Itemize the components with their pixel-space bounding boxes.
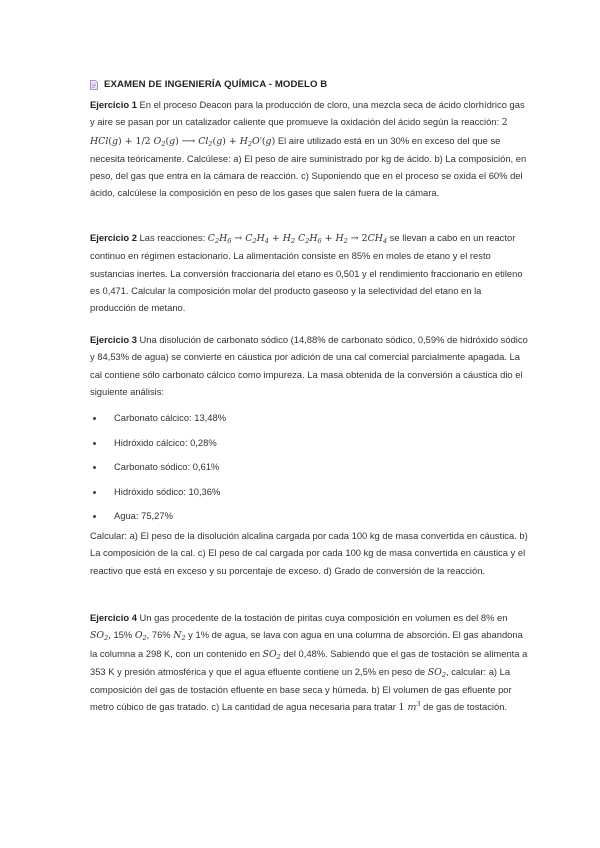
reaction-deacon-equation: 2 HCl(g) + 1/2 $O_2(g)$ ⟶ $Cl_2(g) + H_2O'(g)$ xyxy=(90,117,508,148)
document-icon xyxy=(90,80,98,90)
list-item: Agua: 75,27% xyxy=(90,504,528,529)
formula-so2: $SO_2$ xyxy=(262,648,281,661)
formula-so2: $SO_2$ xyxy=(427,666,446,679)
formula-so2: $SO_2$ xyxy=(90,630,109,643)
exercise-1-label: Ejercicio 1 xyxy=(90,99,137,110)
exercise-4 xyxy=(90,609,528,717)
exercise-3-question: Calcular: a) El peso de la disolución alcalina cargada por cada 100 kg de masa convertida en cáustica. b) La composición de la cal. c) El peso de cal cargada por cada 100 kg de masa convertida en cáustica y el reactivo que está en exceso y su porcentaje de exceso. d) Grado de conversión de la reacción. xyxy=(90,530,528,576)
formula-o2: $O_2$ xyxy=(134,630,147,643)
exercise-4-label: Ejercicio 4 xyxy=(90,612,137,623)
exercise-3 xyxy=(90,331,528,400)
list-item: Carbonato cálcico: 13,48% xyxy=(90,406,528,431)
exercise-2-text-b: se llevan a cabo en un reactor continuo en régimen estacionario. La alimentación consiste en 85% en moles de etano y el resto sustancias inertes. La conversión fraccionaria del etano es 0,501 y el rendimiento fraccionario en etileno es 0,471. Calcular la composición molar del producto gaseoso y la selectividad del etano en la producción de metano. xyxy=(90,232,523,314)
document-title-text: EXAMEN DE INGENIERÍA QUÍMICA - MODELO B xyxy=(104,79,328,90)
document-title xyxy=(90,79,327,90)
reaction-ethane-equation: $C_2H_6 \to C_2H_4 + H_2$ $C_2H_6 + H_2 \to 2CH_4$ xyxy=(207,233,388,245)
list-item: Hidróxido sódico: 10,36% xyxy=(90,480,528,505)
list-item: Carbonato sódico: 0,61% xyxy=(90,455,528,480)
analysis-list xyxy=(90,406,528,529)
exercise-4-text-6: , calcular: a) La composición del gas de tostación efluente en base seca y húmeda. b) El volumen de gas efluente por metro cúbico de gas tratado. c) La cantidad de agua necesaria para tratar xyxy=(90,665,512,713)
exercise-4-text-5: del 0,48%. Sabiendo que el gas de tostación se alimenta a 353 K y presión atmosférica y que el agua efluente contiene un 2,5% en peso de xyxy=(90,647,528,677)
exercise-2 xyxy=(90,229,528,316)
exercise-4-text-7: de gas de tostación. xyxy=(420,701,508,713)
exercise-2-text-a: Las reacciones: xyxy=(136,232,208,243)
exercise-1-text-a: En el proceso Deacon para la producción de cloro, una mezcla seca de ácido clorhídrico gas y aire se pasan por un catalizador caliente que promueve la oxidación del ácido según la reacción: xyxy=(90,99,525,128)
exercise-4-text-4: y 1% de agua, se lava con agua en una columna de absorción. El gas abandona la columna a 298 K, con un contenido en xyxy=(90,629,523,659)
exercise-4-text-1: Un gas procedente de la tostación de piritas cuya composición en volumen es del 8% en xyxy=(136,612,508,623)
formula-one-cubic-meter: 1 $m^3$ xyxy=(398,700,421,714)
exercise-4-text-3: , 76% xyxy=(146,629,174,641)
exercise-4-text-2: , 15% xyxy=(108,629,135,641)
exercise-3-text: Una disolución de carbonato sódico (14,88% de carbonato sódico, 0,59% de hidróxido sódico y 84,53% de agua) se convierte en cáustica por adición de una cal comercial parcialmente apagada. La cal contiene sólo carbonato cálcico como impureza. La masa obtenida de la conversión a cáustica dio el siguiente análisis: xyxy=(90,334,528,397)
list-item: Hidróxido cálcico: 0,28% xyxy=(90,431,528,456)
formula-n2: $N_2$ xyxy=(173,630,186,643)
exercise-1-text-b: El aire utilizado está en un 30% en exceso del que se necesita teóricamente. Calcúlese: a) El peso de aire suministrado por kg de ácido. b) La composición, en peso, del gas que entra en la cámara de reacción. c) Suponiendo que en el proceso se oxida el 60% del ácido, calcúlese la composición en peso de los gases que salen fuera de la cámara. xyxy=(90,134,527,199)
exercise-2-label: Ejercicio 2 xyxy=(90,232,137,243)
exercise-1 xyxy=(90,96,528,202)
exercise-3-label: Ejercicio 3 xyxy=(90,334,137,345)
